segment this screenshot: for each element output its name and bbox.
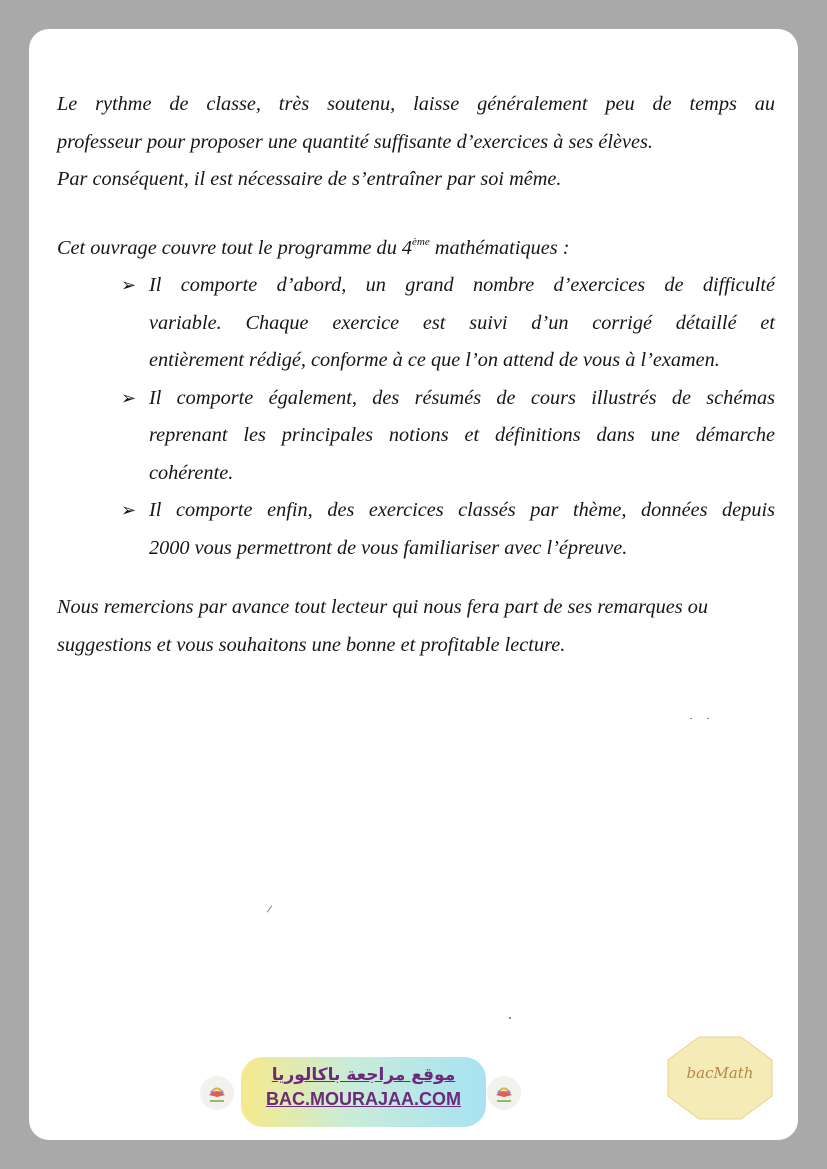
list-item — [57, 492, 775, 567]
site-logo-icon — [487, 1076, 521, 1110]
site-banner[interactable] — [241, 1057, 486, 1127]
arrow-bullet-icon: ➢ — [121, 275, 137, 295]
list-item — [57, 380, 775, 493]
text-line: Nous remercions par avance tout lecteur qui nous fera part de ses remarques ou — [57, 596, 708, 618]
list-item — [57, 267, 775, 380]
text-line: Le rythme de classe, très soutenu, laisse généralement peu de temps au — [57, 93, 775, 115]
scan-speck — [707, 718, 709, 719]
banner-site-link[interactable]: BAC.MOURAJAA.COM — [266, 1089, 461, 1109]
closing-paragraph — [57, 589, 775, 664]
text-line: entièrement rédigé, conforme à ce que l’on attend de vous à l’examen. — [149, 349, 720, 371]
text-line: Il comporte enfin, des exercices classés par thème, données depuis — [149, 499, 775, 521]
text-line: reprenant les principales notions et définitions dans une démarche — [149, 424, 775, 446]
bacmath-badge — [667, 1036, 773, 1120]
intro-text: Cet ouvrage couvre tout le programme du 4 — [57, 236, 413, 259]
arrow-bullet-icon: ➢ — [121, 387, 137, 408]
opening-paragraph — [57, 86, 775, 199]
intro-text-end: mathématiques : — [429, 236, 570, 259]
banner-arabic-text[interactable]: موقع مراجعة باكالوريا — [271, 1065, 456, 1085]
text-line: Il comporte également, des résumés de cours illustrés de schémas — [149, 386, 775, 409]
site-logo-icon — [200, 1076, 234, 1110]
program-intro — [57, 230, 775, 268]
arrow-bullet-icon: ➢ — [121, 500, 137, 520]
scan-speck — [509, 1017, 511, 1019]
text-line: 2000 vous permettront de vous familiariser avec l’épreuve. — [149, 536, 628, 559]
text-line: suggestions et vous souhaitons une bonne et profitable lecture. — [57, 633, 566, 656]
badge-text: bacMath — [686, 1064, 754, 1082]
text-line: Par conséquent, il est nécessaire de s’entraîner par soi même. — [57, 168, 562, 190]
scan-speck — [267, 905, 272, 912]
text-line: variable. Chaque exercice est suivi d’un corrigé détaillé et — [149, 311, 775, 334]
scan-speck — [690, 718, 692, 719]
document-body — [57, 86, 775, 664]
text-line: professeur pour proposer une quantité suffisante d’exercices à ses élèves. — [57, 130, 653, 153]
text-line: cohérente. — [149, 461, 234, 484]
intro-superscript: ème — [412, 235, 430, 248]
text-line: Il comporte d’abord, un grand nombre d’exercices de difficulté — [149, 274, 775, 296]
feature-list — [57, 267, 775, 567]
document-page — [29, 29, 798, 1140]
